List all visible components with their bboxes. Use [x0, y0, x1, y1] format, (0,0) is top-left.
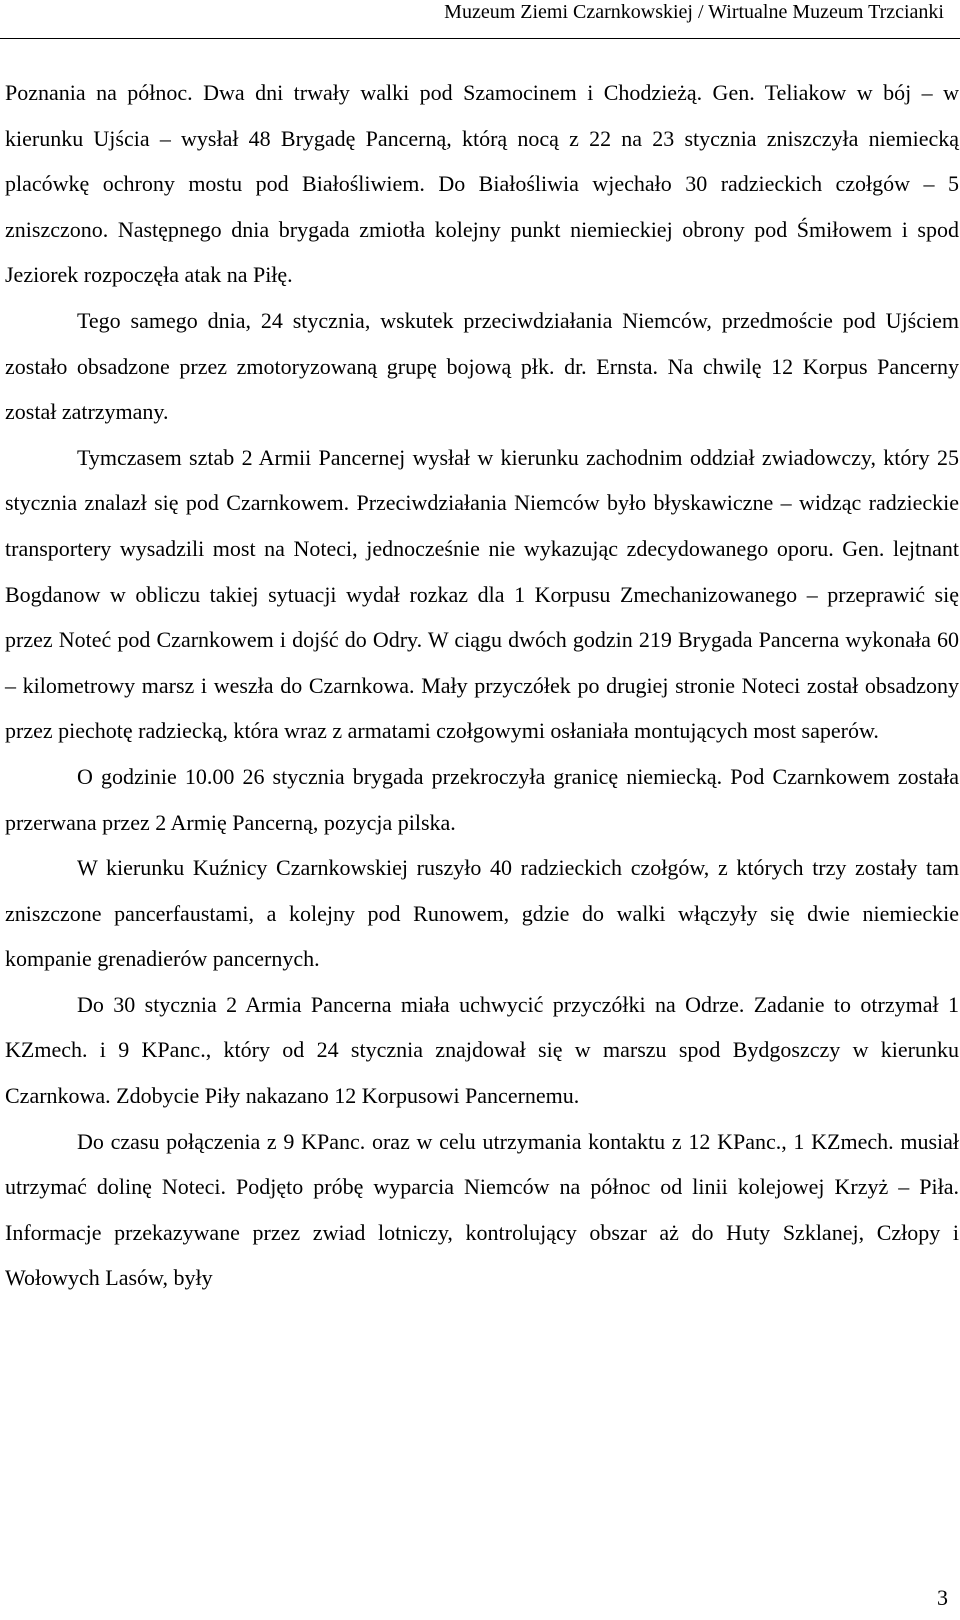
- paragraph: Do czasu połączenia z 9 KPanc. oraz w celu utrzymania kontaktu z 12 KPanc., 1 KZmech. musiał utrzymać dolinę Noteci. Podjęto próbę wyparcia Niemców na północ od linii kolejowej Krzyż – Piła. Informacje przekazywane przez zwiad lotniczy, kontrolujący obszar aż do Huty Szklanej, Człopy i Wołowych Lasów, były: [5, 1128, 959, 1291]
- paragraph: Poznania na północ. Dwa dni trwały walki pod Szamocinem i Chodzieżą. Gen. Teliakow w bój – w kierunku Ujścia – wysłał 48 Brygadę Pancerną, którą nocą z 22 na 23 stycznia zniszczyła niemiecką placówkę ochrony mostu pod Białośliwiem. Do Białośliwia wjechało 30 radzieckich czołgów – 5 zniszczono. Następnego dnia brygada zmiotła kolejny punkt niemieckiej obrony pod Śmiłowem i spod Jeziorek rozpoczęła atak na Piłę.: [5, 80, 959, 288]
- header-divider: [0, 38, 960, 39]
- page-header: Muzeum Ziemi Czarnkowskiej / Wirtualne Muzeum Trzcianki: [444, 1, 944, 23]
- page-number: 3: [937, 1585, 948, 1610]
- paragraph: O godzinie 10.00 26 stycznia brygada przekroczyła granicę niemiecką. Pod Czarnkowem została przerwana przez 2 Armię Pancerną, pozycja pilska.: [5, 763, 959, 835]
- paragraph: Tego samego dnia, 24 stycznia, wskutek przeciwdziałania Niemców, przedmoście pod Ujściem zostało obsadzone przez zmotoryzowaną grupę bojową płk. dr. Ernsta. Na chwilę 12 Korpus Pancerny został zatrzymany.: [5, 307, 959, 425]
- paragraph: W kierunku Kuźnicy Czarnkowskiej ruszyło 40 radzieckich czołgów, z których trzy zostały tam zniszczone pancerfaustami, a kolejny pod Runowem, gdzie do walki włączyły się dwie niemieckie kompanie grenadierów pancernych.: [5, 855, 959, 972]
- paragraph: Tymczasem sztab 2 Armii Pancernej wysłał w kierunku zachodnim oddział zwiadowczy, który 25 stycznia znalazł się pod Czarnkowem. Przeciwdziałania Niemców było błyskawiczne – widząc radzieckie transportery wysadzili most na Noteci, jednocześnie nie wykazując zdecydowanego oporu. Gen. lejtnant Bogdanow w obliczu takiej sytuacji wydał rozkaz dla 1 Korpusu Zmechanizowanego – przeprawić się przez Noteć pod Czarnkowem i dojść do Odry. W ciągu dwóch godzin 219 Brygada Pancerna wykonała 60 – kilometrowy marsz i weszła do Czarnkowa. Mały przyczółek po drugiej stronie Noteci został obsadzony przez piechotę radziecką, która wraz z armatami czołgowymi osłaniała montujących most saperów.: [5, 444, 959, 744]
- document-body: [5, 70, 959, 1301]
- paragraph: Do 30 stycznia 2 Armia Pancerna miała uchwycić przyczółki na Odrze. Zadanie to otrzymał 1 KZmech. i 9 KPanc., który od 24 stycznia znajdował się w marszu spod Bydgoszczy w kierunku Czarnkowa. Zdobycie Piły nakazano 12 Korpusowi Pancernemu.: [5, 991, 959, 1109]
